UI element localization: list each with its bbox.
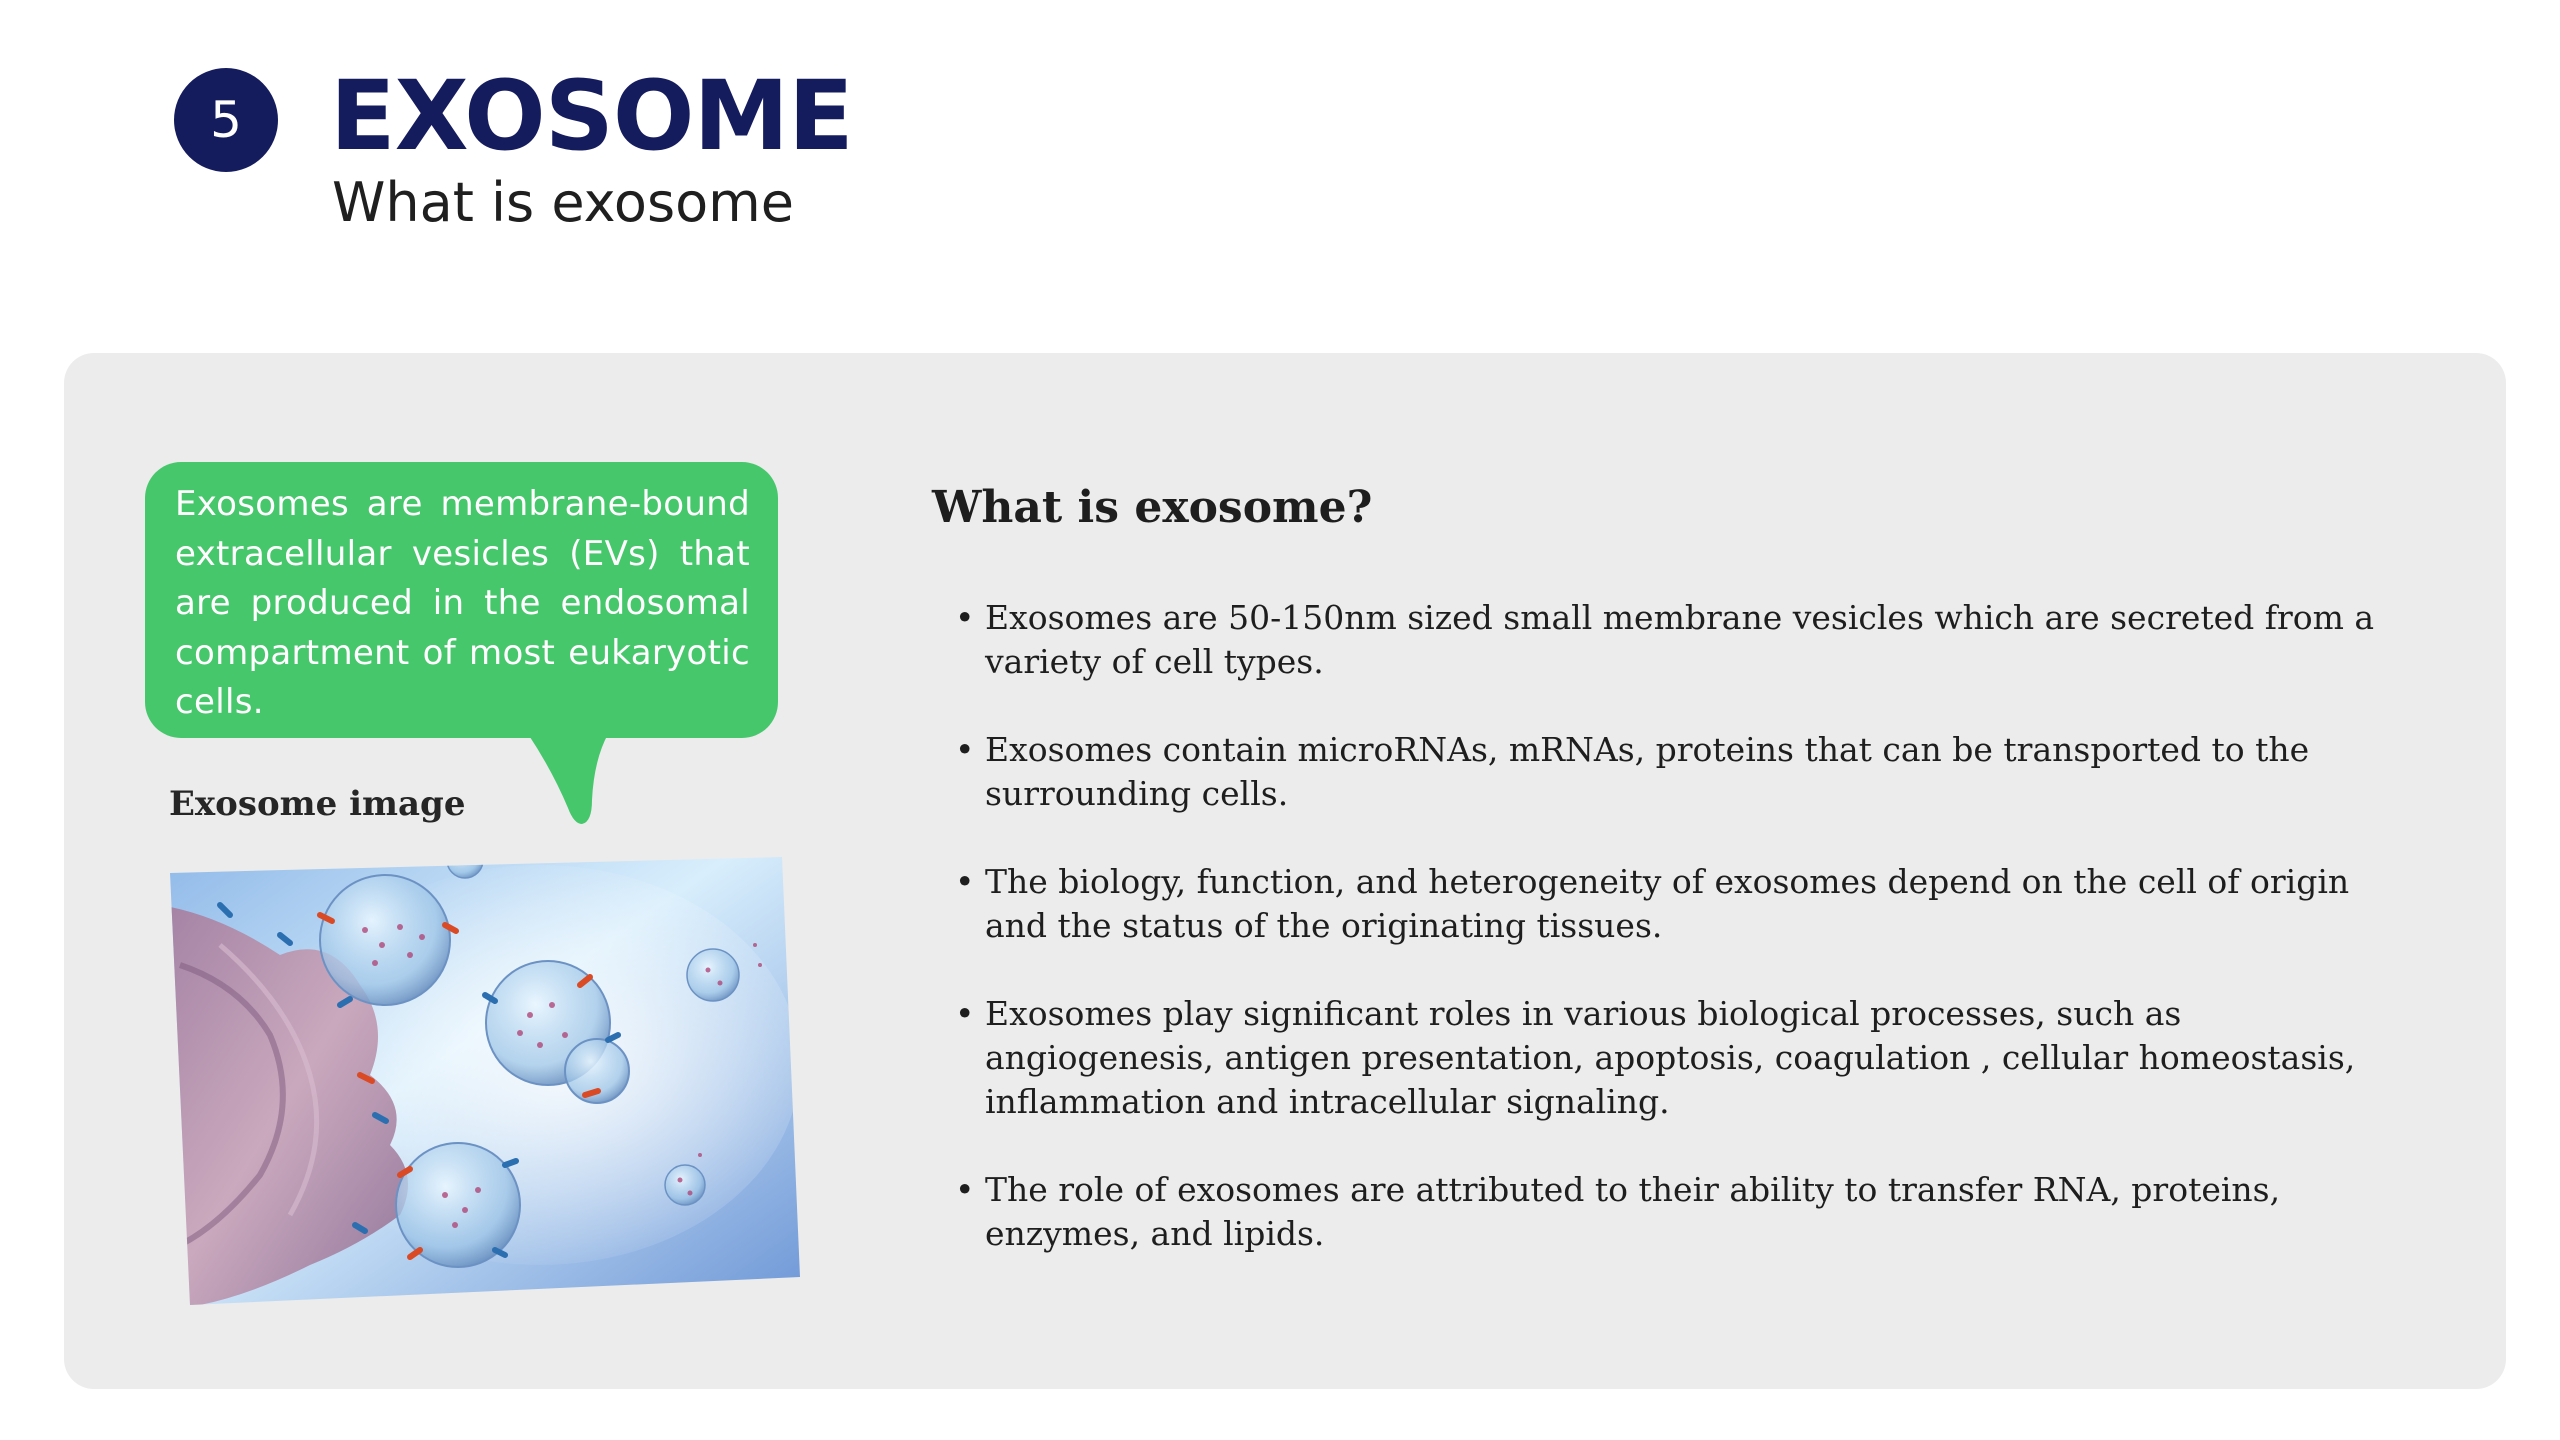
- bullet-dot: •: [955, 730, 975, 769]
- list-item-text: Exosomes contain microRNAs, mRNAs, proteins that can be transported to the surrounding cells.: [985, 730, 2310, 813]
- page-subtitle: What is exosome: [332, 171, 794, 234]
- list-item-text: The role of exosomes are attributed to their ability to transfer RNA, proteins, enzymes, and lipids.: [985, 1170, 2281, 1253]
- section-number: 5: [210, 91, 242, 149]
- list-item: [955, 596, 2395, 684]
- list-item: [955, 992, 2395, 1124]
- definition-bubble: [145, 462, 778, 738]
- bullet-dot: •: [955, 994, 975, 1033]
- bullet-list: [955, 596, 2395, 1300]
- bullet-dot: •: [955, 1170, 975, 1209]
- list-item: [955, 728, 2395, 816]
- section-heading: What is exosome?: [932, 482, 1373, 533]
- exosome-illustration: [160, 845, 810, 1305]
- definition-text: Exosomes are membrane-bound extracellular vesicles (EVs) that are produced in the endosomal compartment of most eukaryotic cells.: [175, 484, 750, 722]
- bullet-dot: •: [955, 598, 975, 637]
- image-label: Exosome image: [169, 784, 466, 824]
- page-title: EXOSOME: [330, 60, 853, 172]
- list-item: [955, 860, 2395, 948]
- section-number-badge: [174, 68, 278, 172]
- list-item: [955, 1168, 2395, 1256]
- bullet-dot: •: [955, 862, 975, 901]
- list-item-text: Exosomes play significant roles in various biological processes, such as angiogenesis, antigen presentation, apoptosis, coagulation , cellular homeostasis, inflammation and intracellular signaling.: [985, 994, 2356, 1121]
- list-item-text: Exosomes are 50-150nm sized small membrane vesicles which are secreted from a variety of cell types.: [985, 598, 2375, 681]
- list-item-text: The biology, function, and heterogeneity of exosomes depend on the cell of origin and the status of the originating tissues.: [985, 862, 2350, 945]
